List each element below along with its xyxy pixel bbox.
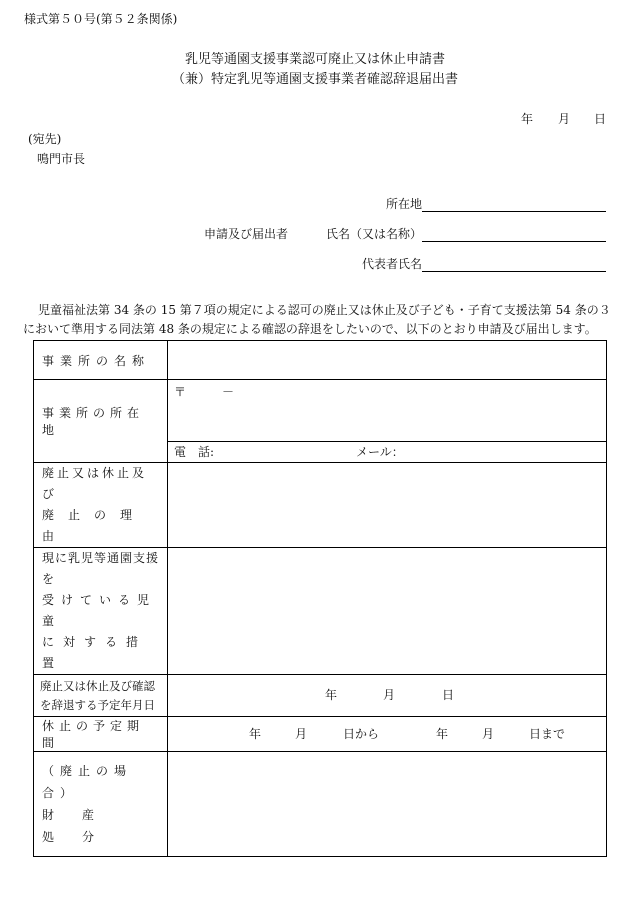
address-line[interactable] bbox=[422, 211, 606, 212]
property-disposal-label: （廃止の場合） 財産処分 bbox=[42, 764, 133, 844]
planned-month: 月 bbox=[383, 688, 396, 702]
application-table bbox=[33, 340, 607, 857]
title-line-2: （兼）特定乳児等通園支援事業者確認辞退届出書 bbox=[171, 72, 458, 87]
representative-label: 代表者氏名 bbox=[362, 257, 423, 271]
title-line-1: 乳児等通園支援事業認可廃止又は休止申請書 bbox=[184, 52, 445, 67]
row-property-disposal bbox=[34, 752, 607, 857]
row-measures bbox=[34, 548, 607, 675]
planned-day: 日 bbox=[442, 688, 455, 702]
row-suspension-period bbox=[34, 717, 607, 752]
office-name-field[interactable] bbox=[168, 341, 607, 380]
addressee-label: (宛先) bbox=[28, 132, 62, 146]
date-day: 日 bbox=[594, 112, 607, 126]
property-disposal-field[interactable] bbox=[168, 752, 607, 857]
row-planned-date bbox=[34, 675, 607, 717]
row-office-name bbox=[34, 341, 607, 380]
planned-date-label: 廃止又は休止及び確認 を辞退する予定年月日 bbox=[40, 678, 155, 712]
name-label: 氏名（又は名称） bbox=[326, 227, 423, 241]
row-reason bbox=[34, 463, 607, 548]
addressee: 鳴門市長 bbox=[37, 152, 86, 166]
tel-label: 電 話: bbox=[174, 445, 215, 459]
office-address-field[interactable] bbox=[168, 380, 607, 442]
row-office-address bbox=[34, 380, 607, 442]
to-month: 月 bbox=[482, 726, 495, 741]
contact-field[interactable] bbox=[168, 442, 607, 463]
to-year: 年 bbox=[436, 726, 449, 741]
name-line[interactable] bbox=[422, 241, 606, 242]
body-text-line-1: 児童福祉法第 34 条の 15 第７項の規定による認可の廃止又は休止及び子ども・子育て支援法第 54 条の３ bbox=[38, 303, 611, 317]
postal-mark: 〒 bbox=[174, 385, 187, 399]
suspension-label: 休止の予定期間 bbox=[42, 719, 145, 750]
representative-line[interactable] bbox=[422, 271, 606, 272]
planned-year: 年 bbox=[325, 688, 338, 702]
reason-field[interactable] bbox=[168, 463, 607, 548]
form-number: 様式第５０号(第５２条関係) bbox=[24, 12, 178, 26]
from-day: 日から bbox=[343, 726, 380, 741]
address-label: 所在地 bbox=[386, 197, 423, 211]
mail-label: メール： bbox=[356, 445, 404, 459]
date-month: 月 bbox=[558, 112, 571, 126]
from-month: 月 bbox=[295, 726, 308, 741]
measures-field[interactable] bbox=[168, 548, 607, 675]
postal-dash: － bbox=[222, 385, 235, 399]
reason-label: 廃止又は休止及び 廃止の理由 bbox=[42, 466, 148, 543]
suspension-field[interactable] bbox=[168, 717, 607, 752]
measures-label: 現に乳児等通園支援を 受けている児童 に対する措置 bbox=[42, 551, 160, 670]
office-name-label: 事業所の名称 bbox=[42, 353, 151, 368]
planned-date-field[interactable] bbox=[168, 675, 607, 717]
office-address-label: 事業所の所在地 bbox=[42, 406, 145, 437]
to-day: 日まで bbox=[529, 726, 566, 741]
from-year: 年 bbox=[249, 726, 262, 741]
applicant-group-label: 申請及び届出者 bbox=[204, 227, 289, 241]
body-text-line-2: において準用する同法第 48 条の規定による確認の辞退をしたいので、以下のとおり申請及び届出します。 bbox=[23, 322, 597, 336]
date-year: 年 bbox=[521, 112, 534, 126]
